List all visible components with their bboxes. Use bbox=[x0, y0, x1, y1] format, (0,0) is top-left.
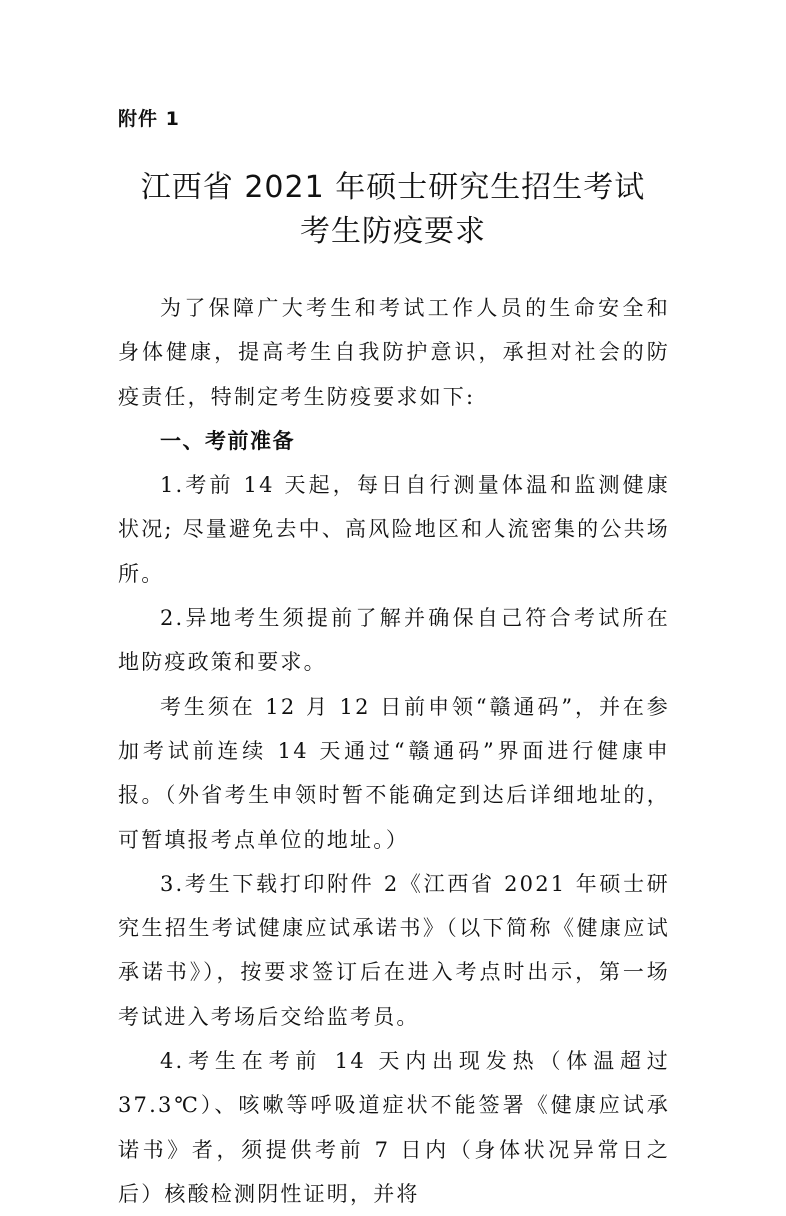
paragraph-item-2: 2.异地考生须提前了解并确保自己符合考试所在地防疫政策和要求。 bbox=[118, 606, 670, 675]
document-title-line-1: 江西省 2021 年硕士研究生招生考试 bbox=[140, 170, 646, 205]
document-body bbox=[118, 286, 670, 1216]
paragraph-item-3: 3.考生下载打印附件 2《江西省 2021 年硕士研究生招生考试健康应试承诺书》（以下简称《健康应试承诺书》），按要求签订后在进入考点时出示，第一场考试进入考场后交给监考员。 bbox=[118, 871, 670, 1029]
attachment-label: 附件 1 bbox=[118, 108, 180, 130]
section-heading-preparation: 一、考前准备 bbox=[160, 428, 295, 453]
paragraph-item-4: 4.考生在考前 14 天内出现发热（体温超过 37.3℃）、咳嗽等呼吸道症状不能签署《健康应试承诺书》者，须提供考前 7 日内（身体状况异常日之后）核酸检测阴性证明，并将 bbox=[118, 1049, 670, 1206]
document-title-line-2: 考生防疫要求 bbox=[300, 214, 486, 249]
paragraph-health-code: 考生须在 12 月 12 日前申领“赣通码”，并在参加考试前连续 14 天通过“赣通码”界面进行健康申报。（外省考生申领时暂不能确定到达后详细地址的，可暂填报考点单位的地址。） bbox=[118, 694, 670, 852]
intro-paragraph: 为了保障广大考生和考试工作人员的生命安全和身体健康，提高考生自我防护意识，承担对社会的防疫责任，特制定考生防疫要求如下: bbox=[118, 296, 670, 409]
paragraph-item-1: 1.考前 14 天起，每日自行测量体温和监测健康状况; 尽量避免去中、高风险地区和人流密集的公共场所。 bbox=[118, 473, 670, 586]
